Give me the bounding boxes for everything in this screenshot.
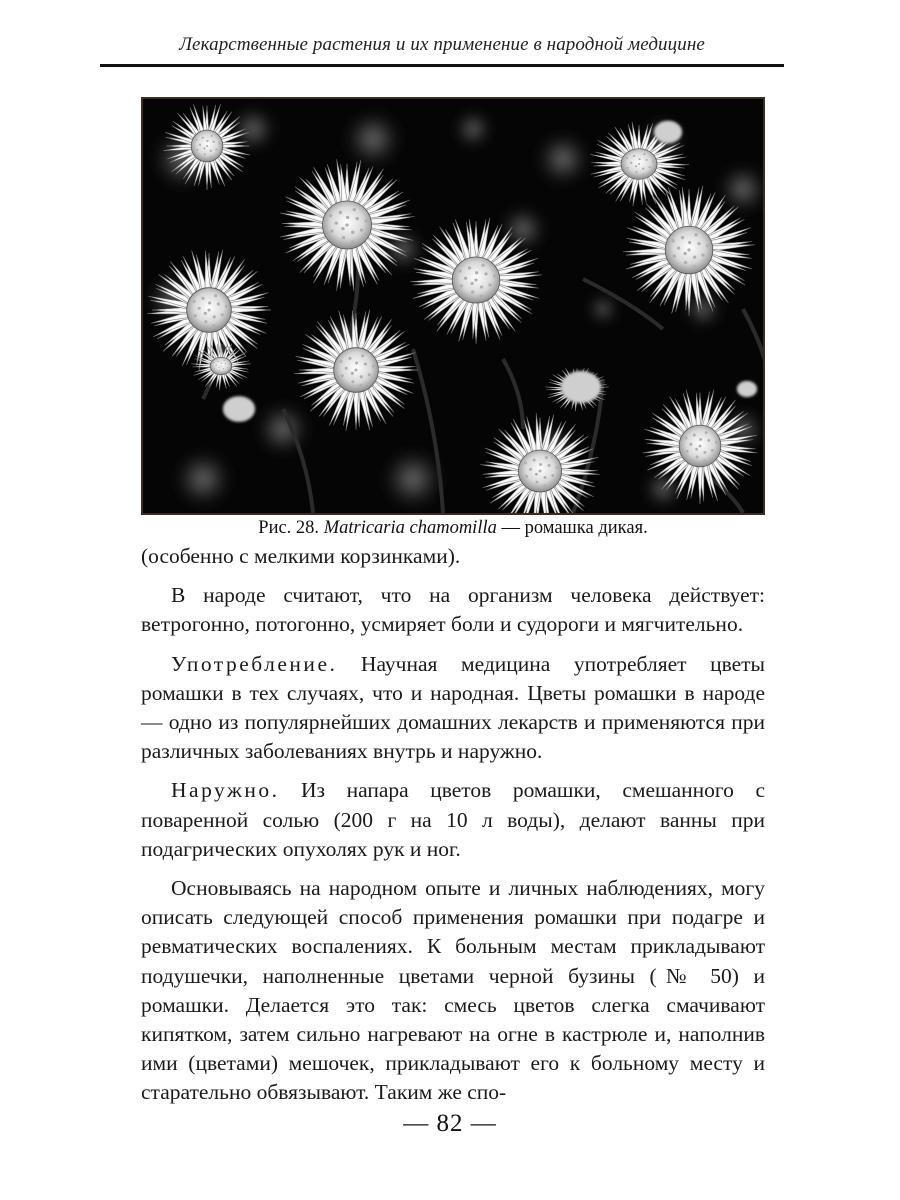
chamomile-photo-drawing	[143, 99, 763, 513]
chamomile-photo	[141, 97, 765, 515]
paragraph-text: Из напара цветов ромашки, смешанного с поваренной солью (200 г на 10 л воды), делают ванны при подагрических опухолях рук и ног.	[141, 778, 765, 861]
header-rule	[100, 64, 784, 67]
page-number: — 82 —	[403, 1110, 497, 1137]
caption-latin-name: Matricaria chamomilla	[323, 518, 497, 538]
running-header: Лекарственные растения и их применение в народной медицине	[179, 34, 705, 55]
paragraph: (особенно с мелкими корзинками).	[141, 544, 461, 568]
section-lead-usage: Употребление.	[171, 651, 338, 676]
paragraph	[141, 776, 765, 864]
paragraph: В народе считают, что на организм человека действует: ветрогонно, потогонно, усмиряет боли и судороги и мягчительно.	[141, 583, 765, 637]
caption-suffix: — ромашка дикая.	[496, 518, 648, 538]
paragraph	[141, 650, 765, 767]
chamomile-bud	[737, 381, 757, 397]
body-text	[141, 542, 765, 1118]
caption-prefix: Рис. 28.	[258, 518, 324, 538]
section-lead-external: Наружно.	[171, 778, 280, 803]
chamomile-bud	[654, 121, 682, 143]
chamomile-bud	[223, 396, 255, 422]
paragraph: Основываясь на народном опыте и личных наблюдениях, могу описать следующей способ применения ромашки при подагре и ревматических воспалениях. К больным местам прикладывают подушечки, наполненные цветами черной бузины (№ 50) и ромашки. Делается это так: смесь цветов слегка смачивают кипятком, затем сильно нагревают на огне в кастрюле и, наполнив ими (цветами) мешочек, прикладывают его к больному месту и старательно обвязывают. Таким же спо-	[141, 876, 765, 1105]
paragraph-text: Научная медицина употребляет цветы ромашки в тех случаях, что и народная. Цветы ромашки в народе — одно из популярнейших домашних лекарств и применяются при различных заболеваниях внутрь и наружно.	[141, 651, 765, 764]
figure-caption	[141, 518, 765, 539]
chamomile-bud	[561, 371, 601, 403]
